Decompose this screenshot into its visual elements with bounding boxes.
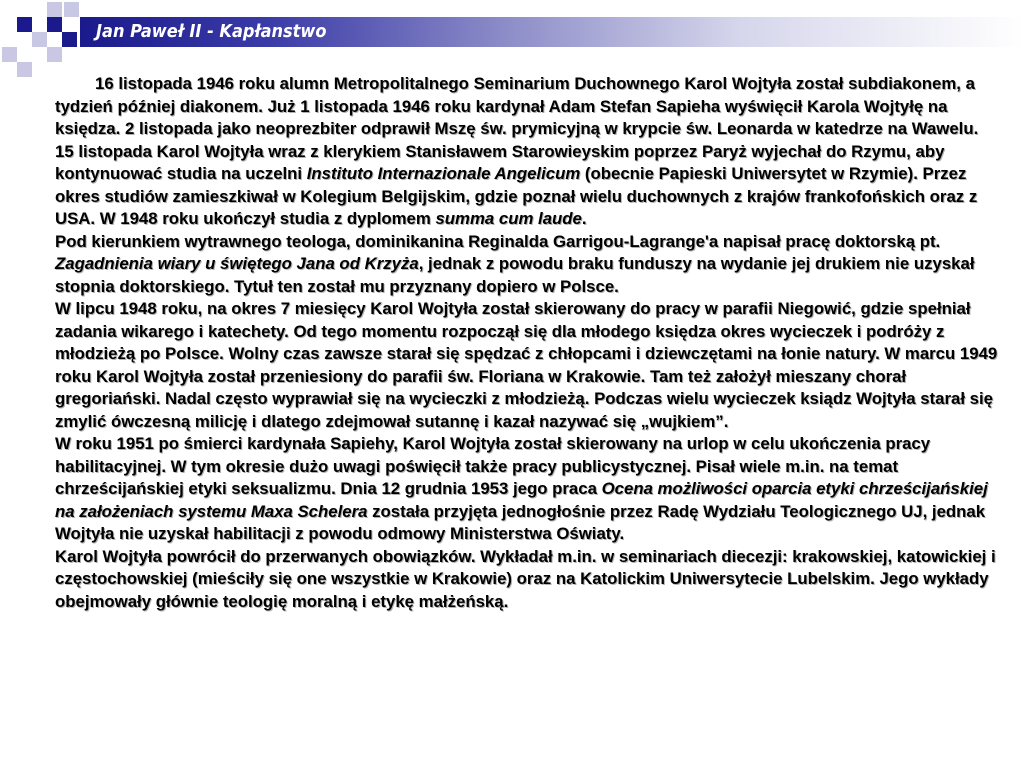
decor-square (17, 17, 32, 32)
paragraph (55, 298, 1000, 433)
slide-body (55, 73, 1000, 613)
slide-title: Jan Paweł II - Kapłanstwo (96, 21, 327, 42)
paragraph-text: (obecnie Papieski Uniwersytet w Rzymie). Przez okres studiów zamieszkiwał w Kolegium Belgijskim, gdzie poznał wielu duchownych z krajów frankofońskich oraz z USA. W 1948 roku ukończył studia z dyplomem (55, 164, 978, 228)
italic-text: Ocena możliwości oparcia etyki chrześcijańskiej na założeniach systemu Maxa Schelera (55, 479, 988, 521)
paragraph (55, 73, 1000, 231)
paragraph-text: W roku 1951 po śmierci kardynała Sapiehy, Karol Wojtyła został skierowany na urlop w celu ukończenia pracy habilitacyjnej. W tym okresie dużo uwagi poświęcił także pracy publicystycznej. Pisał wiele m.in. na temat chrześcijańskiej etyki seksualizmu. Dnia 12 grudnia 1953 jego praca (55, 434, 931, 498)
paragraph-text: Karol Wojtyła powrócił do przerwanych obowiązków. Wykładał m.in. w seminariach diecezji: krakowskiej, katowickiej i częstochowskiej (mieściły się one wszystkie w Krakowie) oraz na Katolickim Uniwersytecie Lubelskim. Jego wykłady obejmowały głównie teologię moralną i etykę małżeńską. (55, 546, 996, 611)
decor-square (2, 47, 17, 62)
decor-square (32, 32, 47, 47)
paragraph (55, 546, 1000, 614)
decor-square (62, 32, 77, 47)
italic-text: Zagadnienia wiary u świętego Jana od Krzyża (55, 254, 419, 273)
italic-text: Instituto Internazionale Angelicum (306, 164, 581, 183)
paragraph-text: W lipcu 1948 roku, na okres 7 miesięcy Karol Wojtyła został skierowany do pracy w parafii Niegowić, gdzie spełniał zadania wikarego i katechety. Od tego momentu rozpoczął się dla młodego księdza okres wycieczek i podróży z młodzieżą po Polsce. Wolny czas zawsze starał się spędzać z chłopcami i dziewczętami na łonie natury. W marcu 1949 roku Karol Wojtyła został przeniesiony do parafii św. Floriana w Krakowie. Tam też założył mieszany chorał gregoriański. Nadal często wyprawiał się na wycieczki z młodzieżą. Podczas wielu wycieczek ksiądz Wojtyła starał się zmylić ówczesną milicję i dlatego zdejmował sutannę i kazał nazywać się „wujkiem”. (55, 299, 998, 431)
paragraph (55, 231, 1000, 299)
paragraph-text: 16 listopada 1946 roku alumn Metropolitalnego Seminarium Duchownego Karol Wojtyła został subdiakonem, a tydzień później diakonem. Już 1 listopada 1946 roku kardynał Adam Stefan Sapieha wyświęcił Karola Wojtyłę na księdza. 2 listopada jako neoprezbiter odprawił Mszę św. prymicyjną w krypcie św. Leonarda w katedrze na Wawelu. 15 listopada Karol Wojtyła wraz z klerykiem Stanisławem Starowieyskim poprzez Paryż wyjechał do Rzymu, aby kontynuować studia na uczelni (55, 74, 979, 183)
decor-square (47, 17, 62, 32)
paragraph-text: Pod kierunkiem wytrawnego teologa, dominikanina Reginalda Garrigou-Lagrange'a napisał pracę doktorską pt. (55, 231, 941, 251)
decor-square (64, 2, 79, 17)
decor-square (47, 2, 62, 17)
decor-square (17, 62, 32, 77)
paragraph-text: . (581, 209, 587, 228)
paragraph-text: została przyjęta jednogłośnie przez Radę Wydziału Teologicznego UJ, jednak Wojtyła nie uzyskał habilitacji z powodu odmowy Ministerstwa Oświaty. (55, 501, 986, 543)
paragraph (55, 433, 1000, 546)
decor-square (47, 47, 62, 62)
italic-text: summa cum laude (435, 209, 582, 228)
paragraph-text: , jednak z powodu braku funduszy na wydanie jej drukiem nie uzyskał stopnia doktorskiego. Tytuł ten został mu przyznany dopiero w Polsce. (55, 254, 975, 296)
